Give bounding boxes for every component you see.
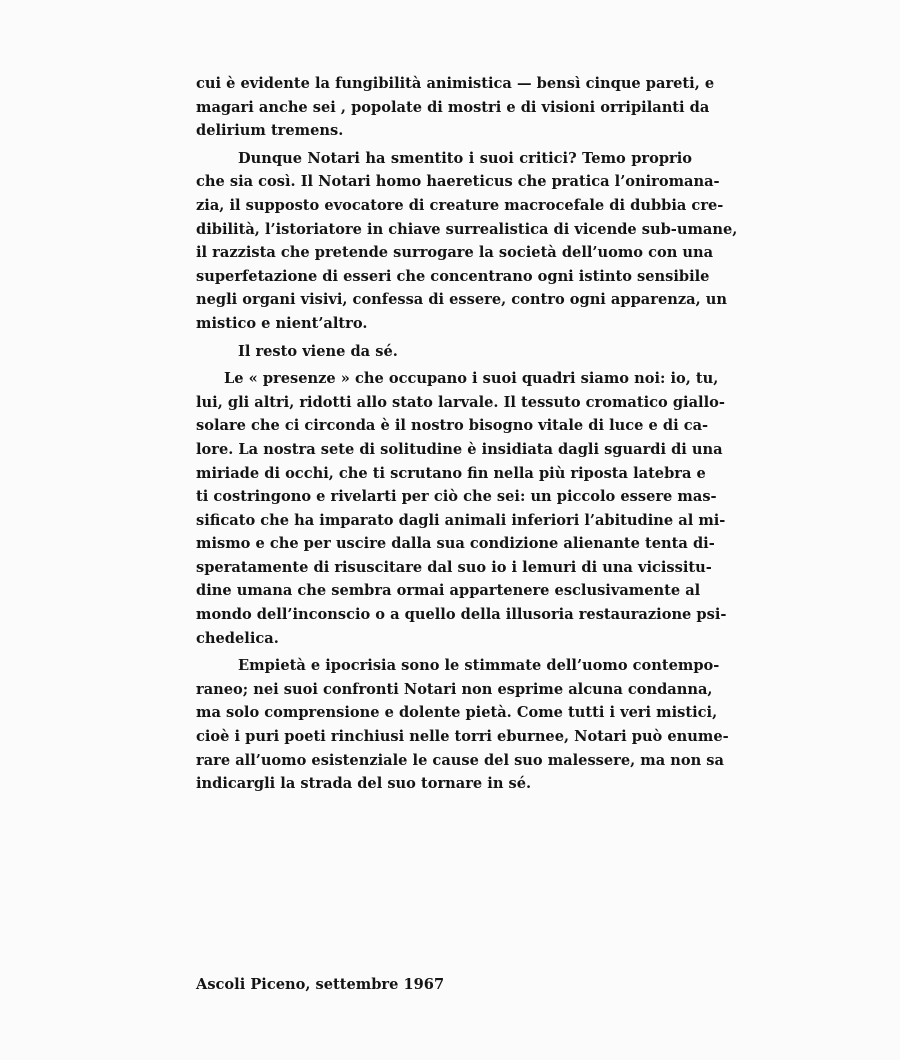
text-line: lore. La nostra sete di solitudine è insidiata dagli sguardi di una	[196, 440, 723, 458]
text-line: chedelica.	[196, 629, 279, 647]
text-line: negli organi visivi, confessa di essere, contro ogni apparenza, un	[196, 291, 727, 309]
text-line: ma solo comprensione e dolente pietà. Come tutti i veri mistici,	[196, 704, 718, 722]
text-line: zia, il supposto evocatore di creature macrocefale di dubbia cre-	[196, 196, 724, 214]
text-line: Le « presenze » che occupano i suoi quadri siamo noi: io, tu,	[224, 370, 719, 388]
text-line: indicargli la strada del suo tornare in sé.	[196, 775, 532, 793]
text-line: il razzista che pretende surrogare la società dell’uomo con una	[196, 244, 714, 262]
text-line: miriade di occhi, che ti scrutano fin nella più riposta latebra e	[196, 464, 706, 482]
text-line: delirium tremens.	[196, 122, 344, 140]
text-line: solare che ci circonda è il nostro bisogno vitale di luce e di ca-	[196, 417, 709, 435]
text-line: Empietà e ipocrisia sono le stimmate dell’uomo contempo-	[238, 657, 720, 675]
body-text	[196, 72, 738, 796]
text-line: dibilità, l’istoriatore in chiave surrealistica di vicende sub-umane,	[196, 220, 738, 238]
text-line: speratamente di risuscitare dal suo io i lemuri di una vicissitu-	[196, 558, 712, 576]
text-line: che sia così. Il Notari homo haereticus che pratica l’oniromanа-	[196, 173, 720, 191]
text-line: Dunque Notari ha smentito i suoi critici? Temo proprio	[238, 149, 692, 167]
text-line: cioè i puri poeti rinchiusi nelle torri eburnee, Notari può enume-	[196, 728, 729, 746]
paragraph	[196, 340, 692, 364]
text-line: mismo e che per uscire dalla sua condizione alienante tenta di-	[196, 535, 715, 553]
text-line: rare all’uomo esistenziale le cause del suo malessere, ma non sa	[196, 751, 724, 769]
text-line: magari anche sei , popolate di mostri e di visioni orripilanti da	[196, 98, 710, 116]
text-line: mondo dell’inconscio o a quello della illusoria restaurazione psi-	[196, 606, 727, 624]
text-line: lui, gli altri, ridotti allo stato larvale. Il tessuto cromatico giallo-	[196, 393, 725, 411]
text-line: dine umana che sembra ormai appartenere esclusivamente al	[196, 582, 701, 600]
text-line: Il resto viene da sé.	[238, 342, 398, 360]
paragraph	[196, 367, 727, 650]
text-line: raneo; nei suoi confronti Notari non esprime alcuna condanna,	[196, 680, 713, 698]
text-line: cui è evidente la fungibilità animistica — bensì cinque pareti, e	[196, 75, 715, 92]
paragraph	[196, 147, 738, 336]
text-line: mistico e nient’altro.	[196, 314, 368, 332]
text-line: superfetazione di esseri che concentrano ogni istinto sensibile	[196, 267, 710, 285]
paragraph	[196, 654, 729, 796]
paragraph	[196, 72, 715, 143]
text-line: sificato che ha imparato dagli animali inferiori l’abitudine al mi-	[196, 511, 726, 529]
place-date-signature: Ascoli Piceno, settembre 1967	[196, 976, 445, 993]
text-line: ti costringono e rivelarti per ciò che sei: un piccolo essere mas-	[196, 488, 717, 506]
